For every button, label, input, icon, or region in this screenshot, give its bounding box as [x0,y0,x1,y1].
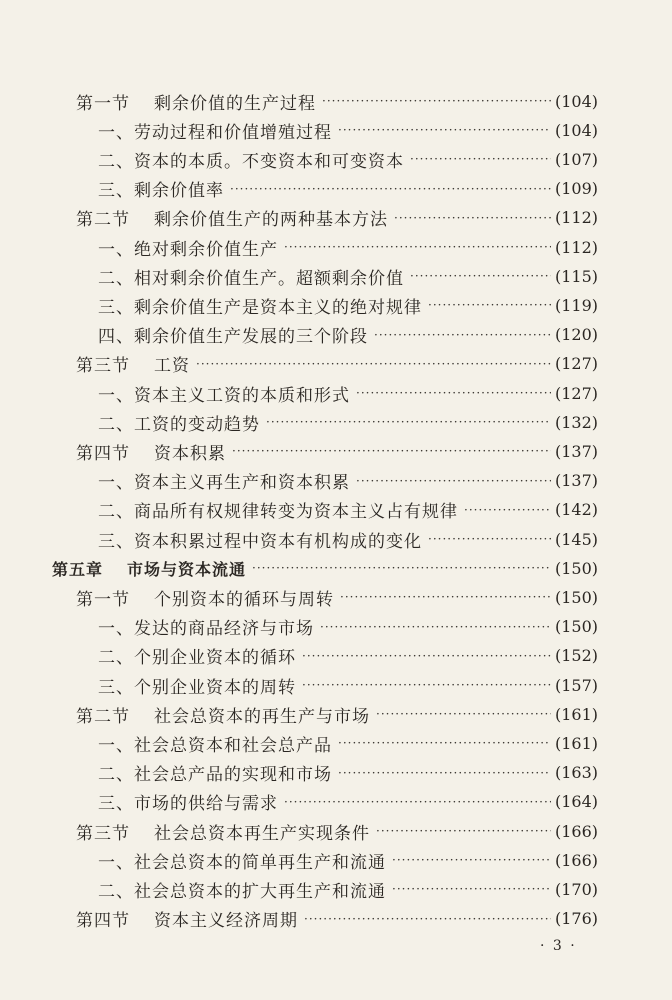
toc-entry-text: 二、商品所有权规律转变为资本主义占有规律 [98,502,458,523]
toc-entry-title [98,731,332,756]
toc-page-number: (127) [554,383,598,403]
toc-section-row [76,436,598,466]
toc-page-number: (164) [554,792,598,812]
toc-entry-title [98,410,260,435]
toc-entry-title [98,877,386,902]
toc-entry-text: 三、资本积累过程中资本有机构成的变化 [98,531,422,552]
toc-entry-title [76,351,190,376]
dot-leader [464,495,551,525]
toc-page-number: (119) [554,295,598,315]
toc-page-number: (137) [554,441,598,461]
toc-item-row [98,466,598,496]
toc-page-number: (150) [554,617,598,637]
toc-entry-title [98,176,224,201]
toc-page-number: (166) [554,850,598,870]
toc-entry-text: 三、剩余价值生产是资本主义的绝对规律 [98,297,422,318]
toc-section-row [76,349,598,379]
toc-page-number: (170) [554,879,598,899]
toc-item-row [98,261,598,291]
toc-entry-text: 三、剩余价值率 [98,181,224,202]
toc-entry-text: 二、资本的本质。不变资本和可变资本 [98,151,404,172]
toc-page-number: (142) [554,500,598,520]
toc-entry-label: 第二节 [76,210,130,231]
toc-page-number: (132) [554,412,598,432]
toc-entry-text: 一、资本主义工资的本质和形式 [98,385,350,406]
toc-item-row [98,320,598,350]
toc-entry-text: 市场与资本流通 [127,559,247,579]
toc-entry-title [76,906,298,931]
dot-leader [302,670,551,700]
toc-entry-title [98,614,314,639]
toc-entry-text: 社会总资本再生产实现条件 [154,823,370,844]
dot-leader [302,641,551,671]
dot-leader [428,524,551,554]
toc-page-number: (120) [554,325,598,345]
toc-entry-text: 剩余价值的生产过程 [154,93,316,114]
toc-entry-title [98,789,278,814]
dot-leader [304,904,551,934]
dot-leader [376,816,551,846]
toc-entry-label: 第一节 [76,93,130,114]
toc-entry-title [76,819,370,844]
toc-entry-label: 第三节 [76,823,130,844]
toc-entry-label: 第四节 [76,911,130,932]
dot-leader [266,407,551,437]
dot-leader [230,174,551,204]
toc-entry-label: 第三节 [76,356,130,377]
dot-leader [356,378,551,408]
toc-entry-title [98,322,368,347]
toc-entry-text: 个别资本的循环与周转 [154,589,334,610]
toc-page-number: (161) [554,704,598,724]
dot-leader [392,874,551,904]
toc-item-row [98,670,598,700]
toc-section-row [76,699,598,729]
dot-leader [356,466,551,496]
toc-item-row [98,495,598,525]
toc-entry-title [98,527,422,552]
toc-entry-text: 二、社会总资本的扩大再生产和流通 [98,881,386,902]
toc-entry-text: 二、工资的变动趋势 [98,414,260,435]
dot-leader [338,758,551,788]
toc-entry-title [98,468,350,493]
toc-entry-label: 第一节 [76,589,130,610]
toc-item-row [98,845,598,875]
toc-entry-text: 剩余价值生产的两种基本方法 [154,210,388,231]
toc-item-row [98,641,598,671]
dot-leader [410,144,551,174]
toc-entry-text: 二、个别企业资本的循环 [98,648,296,669]
dot-leader [394,203,551,233]
toc-entry-title [98,381,350,406]
toc-page-number: (150) [554,558,598,578]
toc-chapter-row [52,553,598,583]
dot-leader [232,436,551,466]
dot-leader [284,232,551,262]
toc-page-number: (150) [554,587,598,607]
toc-page-number: (157) [554,675,598,695]
toc-page-number: (109) [554,179,598,199]
toc-page-number: (166) [554,821,598,841]
toc-entry-title [76,439,226,464]
toc-page-number: (104) [554,91,598,111]
toc-entry-text: 一、发达的商品经济与市场 [98,619,314,640]
toc-page-number: (161) [554,733,598,753]
toc-section-row [76,582,598,612]
toc-page-number: (112) [554,237,598,257]
toc-item-row [98,115,598,145]
toc-entry-text: 一、绝对剩余价值生产 [98,239,278,260]
toc-entry-label: 第二节 [76,706,130,727]
dot-leader [428,290,551,320]
toc-entry-title [98,760,332,785]
toc-entry-text: 资本积累 [154,443,226,464]
toc-item-row [98,758,598,788]
toc-entry-title [98,497,458,522]
dot-leader [284,787,551,817]
toc-page-number: (107) [554,149,598,169]
toc-entry-label: 第四节 [76,443,130,464]
toc-page-number: (127) [554,354,598,374]
toc-entry-text: 社会总资本的再生产与市场 [154,706,370,727]
toc-entry-title [98,147,404,172]
dot-leader [392,845,551,875]
toc-entry-text: 二、社会总产品的实现和市场 [98,765,332,786]
toc-item-row [98,144,598,174]
toc-item-row [98,174,598,204]
dot-leader [340,582,551,612]
toc-item-row [98,612,598,642]
toc-entry-text: 一、社会总资本和社会总产品 [98,735,332,756]
dot-leader [374,320,551,350]
toc-entry-text: 工资 [154,356,190,377]
toc-entry-title [76,89,316,114]
toc-entry-text: 三、个别企业资本的周转 [98,677,296,698]
dot-leader [320,612,551,642]
toc-entry-title [52,557,246,580]
toc-page-number: (112) [554,208,598,228]
toc-item-row [98,524,598,554]
dot-leader [252,553,551,583]
page-folio: · 3 · [540,938,577,954]
toc-section-row [76,904,598,934]
toc-entry-title [98,643,296,668]
toc-item-row [98,232,598,262]
toc-section-row [76,86,598,116]
toc-page-number: (163) [554,763,598,783]
toc-item-row [98,407,598,437]
toc-page-number: (145) [554,529,598,549]
dot-leader [338,728,551,758]
dot-leader [322,86,551,116]
toc-entry-title [98,293,422,318]
toc-entry-text: 一、资本主义再生产和资本积累 [98,473,350,494]
toc-section-row [76,816,598,846]
dot-leader [410,261,551,291]
toc-entry-title [98,118,332,143]
toc-section-row [76,203,598,233]
toc-item-row [98,728,598,758]
toc-entry-text: 一、劳动过程和价值增殖过程 [98,122,332,143]
toc-entry-title [98,264,404,289]
toc-entry-title [76,702,370,727]
toc-entry-title [98,235,278,260]
dot-leader [376,699,551,729]
toc-page-number: (137) [554,471,598,491]
toc-entry-label: 第五章 [52,559,104,579]
dot-leader [196,349,551,379]
toc-page-number: (104) [554,120,598,140]
toc-page-number: (115) [554,266,598,286]
toc-entry-text: 四、剩余价值生产发展的三个阶段 [98,327,368,348]
toc-item-row [98,378,598,408]
toc-item-row [98,290,598,320]
dot-leader [338,115,551,145]
toc-page-number: (176) [554,909,598,929]
toc-entry-text: 三、市场的供给与需求 [98,794,278,815]
toc-entry-title [76,205,388,230]
toc-entry-title [98,848,386,873]
toc-entry-text: 二、相对剩余价值生产。超额剩余价值 [98,268,404,289]
toc-item-row [98,787,598,817]
toc-entry-title [76,585,334,610]
toc-entry-text: 资本主义经济周期 [154,911,298,932]
toc-item-row [98,874,598,904]
toc-entry-text: 一、社会总资本的简单再生产和流通 [98,852,386,873]
toc-entry-title [98,673,296,698]
toc-page-number: (152) [554,646,598,666]
